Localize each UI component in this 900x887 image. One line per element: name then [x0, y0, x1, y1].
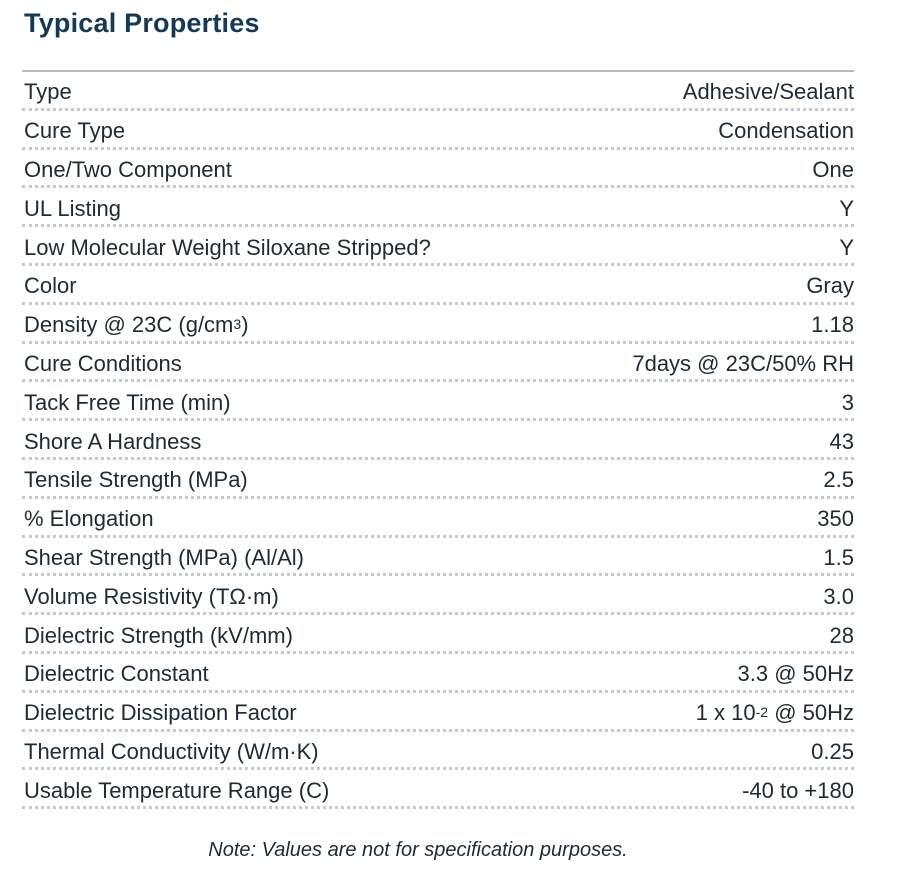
property-value-suffix: @ 50Hz [768, 700, 854, 726]
property-name: Tack Free Time (min) [24, 389, 231, 415]
table-row [22, 72, 854, 111]
table-row [22, 188, 854, 227]
property-name: Type [24, 79, 72, 105]
table-row [22, 732, 854, 771]
table-row [22, 499, 854, 538]
properties-table [22, 72, 854, 809]
property-name: Dielectric Dissipation Factor [24, 700, 297, 726]
table-row [22, 693, 854, 732]
property-value: Y [839, 195, 854, 221]
property-name [24, 312, 249, 338]
property-value: 350 [817, 506, 854, 532]
property-value [696, 700, 854, 726]
property-value: 3 [841, 389, 854, 415]
property-name: Shear Strength (MPa) (Al/Al) [24, 544, 304, 570]
property-value: 2.5 [823, 467, 854, 493]
property-name: Tensile Strength (MPa) [24, 467, 248, 493]
property-value: Adhesive/Sealant [682, 79, 854, 105]
property-name: Thermal Conductivity (W/m·K) [24, 738, 319, 764]
superscript: 3 [233, 316, 242, 333]
table-row [22, 150, 854, 189]
property-value: Condensation [718, 118, 854, 144]
table-row [22, 421, 854, 460]
property-name: Color [24, 273, 77, 299]
table-row [22, 266, 854, 305]
table-row [22, 382, 854, 421]
property-value: 3.3 @ 50Hz [737, 661, 854, 687]
property-value-text: 1 x 10 [695, 700, 756, 726]
property-value: Gray [806, 273, 854, 299]
property-name: Shore A Hardness [24, 428, 202, 454]
property-value: -40 to +180 [742, 777, 854, 803]
property-name: Volume Resistivity (TΩ·m) [24, 583, 279, 609]
table-row [22, 344, 854, 383]
property-name-suffix: ) [241, 312, 249, 338]
table-row [22, 770, 854, 809]
superscript: -2 [755, 704, 769, 721]
property-name-text: Density @ 23C (g/cm [24, 312, 234, 338]
property-name: Dielectric Constant [24, 661, 209, 687]
property-name: Cure Type [24, 118, 126, 144]
property-name: Dielectric Strength (kV/mm) [24, 622, 293, 648]
property-value: 3.0 [823, 583, 854, 609]
property-name: Low Molecular Weight Siloxane Stripped? [24, 234, 431, 260]
table-row [22, 615, 854, 654]
property-value: 28 [829, 622, 854, 648]
property-name: UL Listing [24, 195, 122, 221]
property-name: Usable Temperature Range (C) [24, 777, 330, 803]
table-row [22, 576, 854, 615]
table-row [22, 111, 854, 150]
property-name: Cure Conditions [24, 350, 182, 376]
footnote: Note: Values are not for specification purposes. [208, 839, 628, 861]
property-value: Y [839, 234, 854, 260]
table-row [22, 227, 854, 266]
table-row [22, 460, 854, 499]
property-value: 7days @ 23C/50% RH [632, 350, 854, 376]
property-name: % Elongation [24, 506, 154, 532]
property-value: One [812, 156, 854, 182]
property-name: One/Two Component [24, 156, 232, 182]
property-value: 43 [829, 428, 854, 454]
page-title: Typical Properties [24, 8, 260, 38]
property-value: 1.5 [823, 544, 854, 570]
table-row [22, 305, 854, 344]
property-value: 0.25 [811, 738, 854, 764]
table-row [22, 538, 854, 577]
table-row [22, 654, 854, 693]
property-value: 1.18 [811, 312, 854, 338]
